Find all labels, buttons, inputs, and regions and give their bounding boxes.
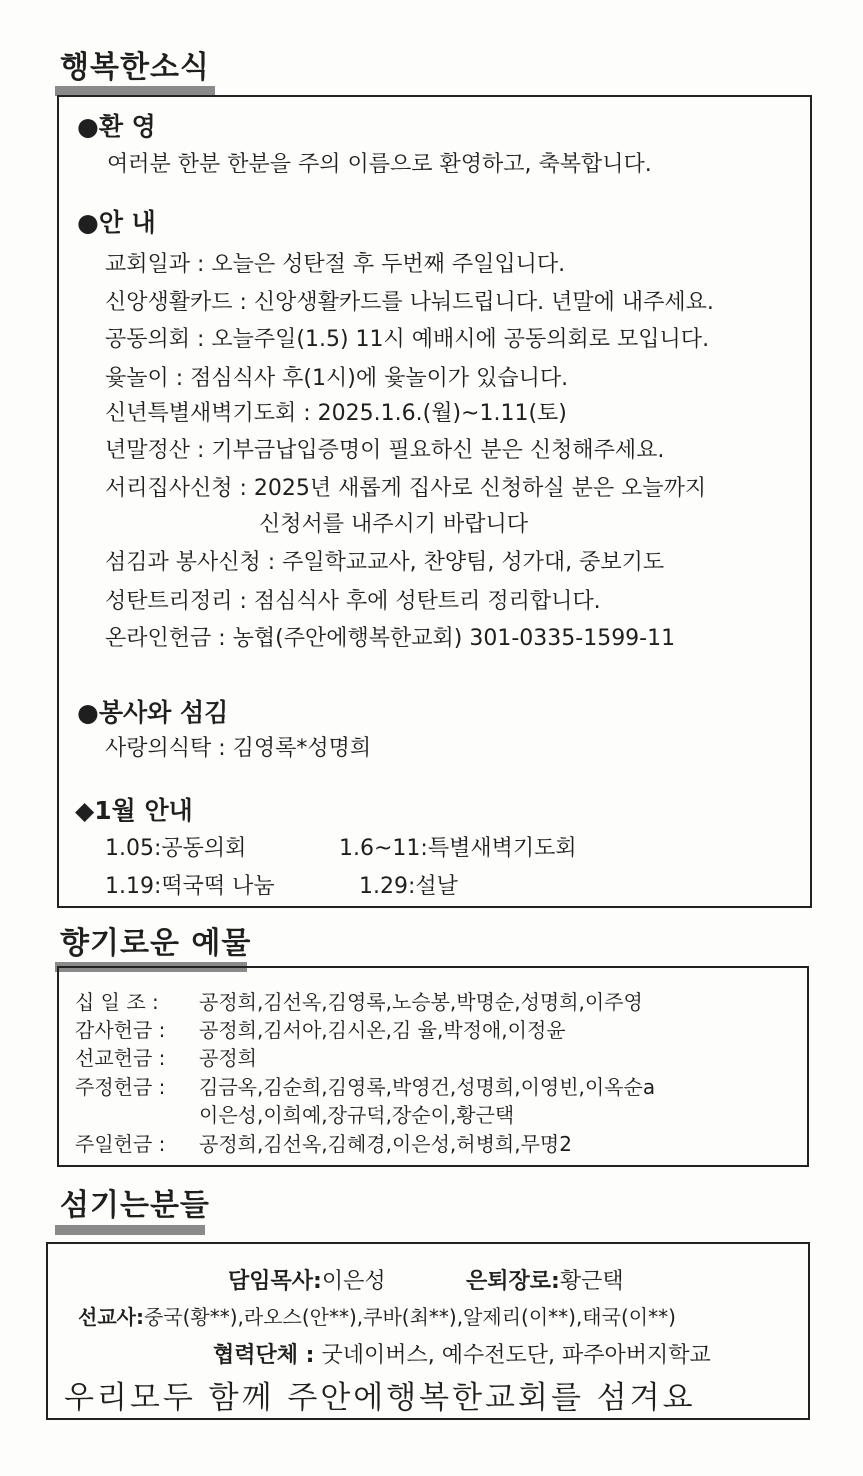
january-item-2: 1.6~11:특별새벽기도회: [339, 836, 577, 861]
motto: 우리모두 함께 주안에행복한교회를 섬겨요: [64, 1380, 696, 1416]
elder-line: [466, 1264, 624, 1295]
guide-heading: ●안 내: [77, 208, 156, 237]
welcome-text: 여러분 한분 한분을 주의 이름으로 환영하고, 축복합니다.: [107, 152, 652, 177]
elder-label: 은퇴장로:: [466, 1269, 560, 1294]
january-item-4: 1.29:설날: [359, 874, 458, 899]
offering-thanks-names: 공정희,김서아,김시온,김 율,박정애,이정윤: [199, 1018, 566, 1042]
guide-item-daily: 교회일과 : 오늘은 성탄절 후 두번째 주일입니다.: [105, 252, 566, 277]
guide-item-dawn-prayer: 신년특별새벽기도회 : 2025.1.6.(월)~1.11(토): [105, 401, 567, 426]
january-item-3: 1.19:떡국떡 나눔: [105, 874, 275, 899]
guide-item-tree: 성탄트리정리 : 점심식사 후에 성탄트리 정리합니다.: [105, 589, 601, 614]
guide-item-yut: 윷놀이 : 점심식사 후(1시)에 윷놀이가 있습니다.: [105, 366, 569, 391]
offering-mission-label: 선교헌금 :: [75, 1046, 166, 1070]
offering-pledge-names-cont: 이은성,이희예,장규덕,장순이,황근택: [199, 1103, 515, 1127]
servants-title: 섬기는분들: [60, 1188, 210, 1223]
january-heading: ◆1월 안내: [75, 796, 193, 825]
offering-title: 향기로운 예물: [60, 926, 252, 961]
guide-item-volunteer: 섬김과 봉사신청 : 주일학교교사, 찬양팀, 성가대, 중보기도: [105, 550, 665, 575]
offering-sunday-label: 주일헌금 :: [75, 1132, 166, 1156]
partner-list: 굿네이버스, 예수전도단, 파주아버지학교: [321, 1343, 711, 1368]
offering-thanks-label: 감사헌금 :: [75, 1018, 166, 1042]
service-text: 사랑의식탁 : 김영록*성명희: [105, 736, 372, 761]
guide-item-online: 온라인헌금 : 농협(주안에행복한교회) 301-0335-1599-11: [105, 626, 676, 651]
guide-item-faith-card: 신앙생활카드 : 신앙생활카드를 나눠드립니다. 년말에 내주세요.: [105, 290, 714, 315]
welcome-heading: ●환 영: [77, 112, 156, 141]
servants-box: [46, 1242, 810, 1420]
elder-name: 황근택: [559, 1269, 624, 1294]
guide-item-tax: 년말정산 : 기부금납입증명이 필요하신 분은 신청해주세요.: [105, 438, 665, 463]
guide-item-congregation: 공동의회 : 오늘주일(1.5) 11시 예배시에 공동의회로 모입니다.: [105, 327, 710, 352]
news-box: [57, 95, 812, 908]
offering-box: [57, 966, 809, 1167]
pastor-line: [228, 1264, 386, 1295]
partner-line: [213, 1338, 711, 1369]
offering-tithe-names: 공정희,김선옥,김영록,노승봉,박명순,성명희,이주영: [199, 990, 643, 1014]
pastor-label: 담임목사:: [228, 1269, 322, 1294]
offering-sunday-names: 공정희,김선옥,김혜경,이은성,허병희,무명2: [199, 1132, 572, 1156]
missionary-label: 선교사:: [78, 1305, 144, 1329]
service-heading: ●봉사와 섬김: [77, 698, 229, 727]
offering-tithe-label: 십 일 조 :: [75, 990, 159, 1014]
january-item-1: 1.05:공동의회: [105, 836, 247, 861]
partner-label: 협력단체 :: [213, 1343, 315, 1368]
news-title: 행복한소식: [60, 50, 210, 85]
pastor-name: 이은성: [321, 1269, 386, 1294]
missionary-line: [78, 1301, 676, 1330]
servants-title-underline: [55, 1225, 205, 1235]
guide-item-deacon-cont: 신청서를 내주시기 바랍니다: [259, 512, 529, 537]
offering-pledge-names: 김금옥,김순희,김영록,박영건,성명희,이영빈,이옥순a: [199, 1075, 656, 1099]
offering-mission-names: 공정희: [199, 1046, 257, 1070]
missionary-list: 중국(황**),라오스(안**),쿠바(최**),알제리(이**),태국(이**): [143, 1305, 676, 1329]
guide-item-deacon: 서리집사신청 : 2025년 새롭게 집사로 신청하실 분은 오늘까지: [105, 476, 707, 501]
offering-pledge-label: 주정헌금 :: [75, 1075, 166, 1099]
